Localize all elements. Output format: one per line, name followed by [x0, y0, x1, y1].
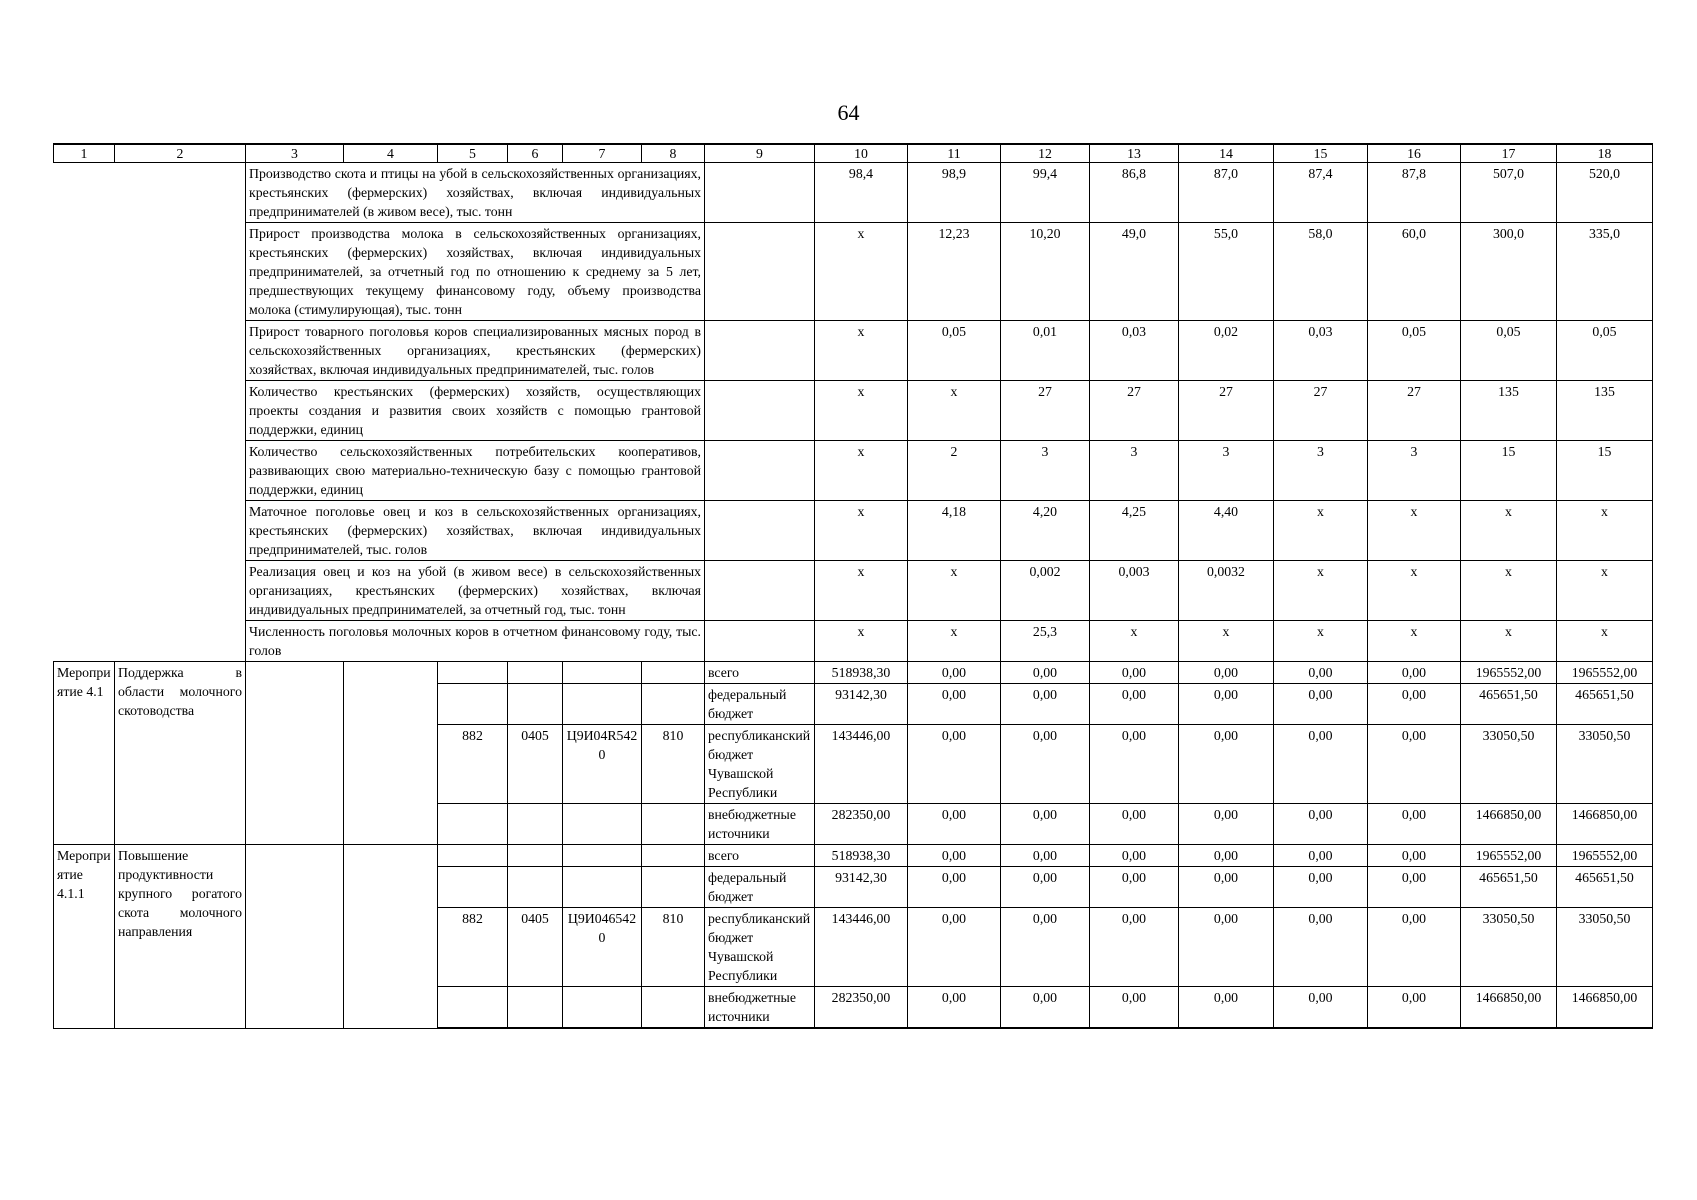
indicator-value: 27 — [1368, 381, 1461, 441]
program-table — [53, 143, 1653, 1029]
indicator-value: х — [1274, 501, 1368, 561]
indicator-value: х — [1461, 621, 1557, 662]
funding-source: федеральный бюджет — [705, 867, 815, 908]
measure-code: Мероприятие 4.1 — [54, 662, 115, 845]
indicator-value: 58,0 — [1274, 223, 1368, 321]
indicator-value: 0,03 — [1274, 321, 1368, 381]
empty-cell — [438, 662, 508, 684]
indicator-row — [54, 501, 1653, 561]
funding-value: 0,00 — [908, 867, 1001, 908]
funding-value: 33050,50 — [1461, 908, 1557, 987]
funding-value: 1965552,00 — [1557, 845, 1653, 867]
funding-row — [54, 662, 1653, 684]
funding-value: 0,00 — [1368, 908, 1461, 987]
funding-value: 0,00 — [1179, 725, 1274, 804]
indicator-value: 49,0 — [1090, 223, 1179, 321]
indicator-value: 27 — [1274, 381, 1368, 441]
indicator-value: 0,01 — [1001, 321, 1090, 381]
funding-value: 282350,00 — [815, 804, 908, 845]
indicator-value: 86,8 — [1090, 163, 1179, 223]
indicator-value: х — [1557, 561, 1653, 621]
funding-value: 0,00 — [1001, 684, 1090, 725]
funding-value: 0,00 — [1179, 987, 1274, 1029]
csr-code: Ц9И04R5420 — [563, 725, 642, 804]
empty-cell — [642, 845, 705, 867]
indicator-value: х — [1461, 561, 1557, 621]
funding-value: 0,00 — [908, 987, 1001, 1029]
empty-cell — [642, 662, 705, 684]
indicator-value: 0,03 — [1090, 321, 1179, 381]
funding-value: 0,00 — [1274, 845, 1368, 867]
funding-value: 0,00 — [1274, 908, 1368, 987]
empty-cell — [54, 223, 246, 321]
indicator-value: 0,05 — [1461, 321, 1557, 381]
indicator-row — [54, 223, 1653, 321]
funding-row — [54, 845, 1653, 867]
indicator-value: 335,0 — [1557, 223, 1653, 321]
funding-value: 0,00 — [1179, 662, 1274, 684]
indicator-value: 0,0032 — [1179, 561, 1274, 621]
indicator-value: х — [815, 621, 908, 662]
funding-value: 0,00 — [1001, 804, 1090, 845]
empty-cell — [54, 441, 246, 501]
indicator-row — [54, 621, 1653, 662]
funding-source: всего — [705, 662, 815, 684]
funding-value: 0,00 — [1179, 908, 1274, 987]
indicator-name: Маточное поголовье овец и коз в сельскохозяйственных организациях, крестьянских (фермерских) хозяйствах, включая индивидуальных предпринимателей, тыс. голов — [246, 501, 705, 561]
indicator-value: х — [1179, 621, 1274, 662]
funding-value: 0,00 — [908, 908, 1001, 987]
indicator-name: Численность поголовья молочных коров в отчетном финансовому году, тыс. голов — [246, 621, 705, 662]
indicator-value: 3 — [1001, 441, 1090, 501]
indicator-value: 507,0 — [1461, 163, 1557, 223]
indicator-value: 12,23 — [908, 223, 1001, 321]
funding-value: 0,00 — [1368, 867, 1461, 908]
funding-value: 0,00 — [1179, 845, 1274, 867]
empty-cell — [642, 804, 705, 845]
indicator-value: 15 — [1461, 441, 1557, 501]
indicator-value: х — [815, 381, 908, 441]
funding-value: 0,00 — [1090, 684, 1179, 725]
funding-value: 0,00 — [1179, 804, 1274, 845]
indicator-name: Реализация овец и коз на убой (в живом весе) в сельскохозяйственных организациях, крестьянских (фермерских) хозяйствах, включая индивидуальных предпринимателей, за отчетный год, тыс. тонн — [246, 561, 705, 621]
funding-source: всего — [705, 845, 815, 867]
funding-value: 0,00 — [1179, 867, 1274, 908]
indicator-row — [54, 321, 1653, 381]
funding-value: 93142,30 — [815, 867, 908, 908]
col-number: 9 — [705, 144, 815, 163]
funding-value: 93142,30 — [815, 684, 908, 725]
empty-cell — [508, 684, 563, 725]
empty-cell — [563, 845, 642, 867]
measure-name: Повышение продуктивности крупного рогатого скота молочного направления — [115, 845, 246, 1029]
funding-value: 0,00 — [1001, 725, 1090, 804]
empty-cell — [563, 684, 642, 725]
indicator-value: 99,4 — [1001, 163, 1090, 223]
funding-value: 0,00 — [1368, 725, 1461, 804]
funding-value: 0,00 — [908, 662, 1001, 684]
funding-value: 1965552,00 — [1461, 662, 1557, 684]
empty-cell — [705, 441, 815, 501]
funding-value: 0,00 — [1274, 867, 1368, 908]
empty-cell — [563, 804, 642, 845]
funding-value: 33050,50 — [1461, 725, 1557, 804]
rzpr-code: 0405 — [508, 908, 563, 987]
funding-value: 0,00 — [908, 725, 1001, 804]
indicator-value: 300,0 — [1461, 223, 1557, 321]
indicator-value: 0,003 — [1090, 561, 1179, 621]
indicator-value: 135 — [1557, 381, 1653, 441]
funding-value: 0,00 — [1368, 987, 1461, 1029]
indicator-value: х — [1368, 561, 1461, 621]
indicator-value: х — [815, 441, 908, 501]
empty-cell — [54, 163, 246, 223]
indicator-value: 4,20 — [1001, 501, 1090, 561]
col-number: 4 — [344, 144, 438, 163]
empty-cell — [508, 804, 563, 845]
funding-value: 0,00 — [1001, 908, 1090, 987]
funding-value: 0,00 — [1090, 845, 1179, 867]
indicator-value: 4,40 — [1179, 501, 1274, 561]
funding-value: 465651,50 — [1557, 867, 1653, 908]
indicator-value: 3 — [1368, 441, 1461, 501]
indicator-value: 0,02 — [1179, 321, 1274, 381]
empty-cell — [508, 987, 563, 1029]
funding-value: 143446,00 — [815, 908, 908, 987]
indicator-name: Количество крестьянских (фермерских) хозяйств, осуществляющих проекты создания и развития своих хозяйств с помощью грантовой поддержки, единиц — [246, 381, 705, 441]
grbs-code: 882 — [438, 908, 508, 987]
vr-code: 810 — [642, 908, 705, 987]
empty-cell — [54, 381, 246, 441]
empty-cell — [563, 987, 642, 1029]
empty-cell — [642, 987, 705, 1029]
col-number: 3 — [246, 144, 344, 163]
funding-value: 1965552,00 — [1557, 662, 1653, 684]
csr-code: Ц9И0465420 — [563, 908, 642, 987]
funding-value: 0,00 — [1090, 662, 1179, 684]
measure-code: Мероприятие 4.1.1 — [54, 845, 115, 1029]
indicator-value: 27 — [1179, 381, 1274, 441]
empty-cell — [508, 845, 563, 867]
funding-value: 0,00 — [1090, 987, 1179, 1029]
col-number: 14 — [1179, 144, 1274, 163]
indicator-value: 2 — [908, 441, 1001, 501]
empty-cell — [705, 621, 815, 662]
funding-value: 33050,50 — [1557, 908, 1653, 987]
col-number: 7 — [563, 144, 642, 163]
col-number: 1 — [54, 144, 115, 163]
participants-cell — [344, 662, 438, 845]
indicator-value: х — [1090, 621, 1179, 662]
indicator-value: х — [1274, 621, 1368, 662]
funding-value: 0,00 — [1001, 987, 1090, 1029]
funding-value: 0,00 — [908, 804, 1001, 845]
indicator-value: х — [1461, 501, 1557, 561]
col-number: 11 — [908, 144, 1001, 163]
indicator-value: 60,0 — [1368, 223, 1461, 321]
indicator-value: 0,002 — [1001, 561, 1090, 621]
funding-value: 0,00 — [1368, 662, 1461, 684]
indicator-row — [54, 441, 1653, 501]
responsible-cell — [246, 662, 344, 845]
funding-value: 465651,50 — [1461, 684, 1557, 725]
empty-cell — [54, 561, 246, 621]
indicator-value: х — [908, 381, 1001, 441]
empty-cell — [705, 321, 815, 381]
indicator-value: 3 — [1179, 441, 1274, 501]
participants-cell — [344, 845, 438, 1029]
indicator-value: 98,9 — [908, 163, 1001, 223]
funding-value: 0,00 — [1274, 987, 1368, 1029]
indicator-value: 3 — [1090, 441, 1179, 501]
funding-value: 0,00 — [1274, 804, 1368, 845]
empty-cell — [438, 867, 508, 908]
indicator-name: Производство скота и птицы на убой в сельскохозяйственных организациях, крестьянских (фермерских) хозяйствах, включая индивидуальных предпринимателей (в живом весе), тыс. тонн — [246, 163, 705, 223]
funding-value: 0,00 — [1274, 725, 1368, 804]
empty-cell — [563, 867, 642, 908]
indicator-value: х — [815, 321, 908, 381]
indicator-value: 3 — [1274, 441, 1368, 501]
funding-value: 33050,50 — [1557, 725, 1653, 804]
indicator-value: 135 — [1461, 381, 1557, 441]
indicator-value: 520,0 — [1557, 163, 1653, 223]
indicator-value: х — [1368, 501, 1461, 561]
empty-cell — [508, 867, 563, 908]
indicator-value: х — [908, 561, 1001, 621]
funding-value: 0,00 — [1001, 845, 1090, 867]
col-number: 15 — [1274, 144, 1368, 163]
empty-cell — [438, 804, 508, 845]
funding-value: 0,00 — [1090, 908, 1179, 987]
empty-cell — [438, 845, 508, 867]
grbs-code: 882 — [438, 725, 508, 804]
empty-cell — [705, 223, 815, 321]
funding-value: 1466850,00 — [1557, 987, 1653, 1029]
funding-value: 0,00 — [908, 845, 1001, 867]
indicator-name: Количество сельскохозяйственных потребительских кооперативов, развивающих свою материально-техническую базу с помощью грантовой поддержки, единиц — [246, 441, 705, 501]
col-number: 2 — [115, 144, 246, 163]
indicator-value: х — [1368, 621, 1461, 662]
indicator-name: Прирост товарного поголовья коров специализированных мясных пород в сельскохозяйственных организациях, крестьянских (фермерских) хозяйствах, включая индивидуальных предпринимателей, тыс. голов — [246, 321, 705, 381]
indicator-value: х — [1274, 561, 1368, 621]
funding-value: 143446,00 — [815, 725, 908, 804]
funding-value: 0,00 — [1001, 867, 1090, 908]
indicator-value: 0,05 — [1557, 321, 1653, 381]
col-number: 17 — [1461, 144, 1557, 163]
empty-cell — [438, 684, 508, 725]
empty-cell — [563, 662, 642, 684]
empty-cell — [642, 867, 705, 908]
col-number: 12 — [1001, 144, 1090, 163]
indicator-value: 87,0 — [1179, 163, 1274, 223]
indicator-value: 0,05 — [908, 321, 1001, 381]
indicator-value: х — [1557, 501, 1653, 561]
empty-cell — [705, 561, 815, 621]
empty-cell — [54, 501, 246, 561]
responsible-cell — [246, 845, 344, 1029]
indicator-value: 10,20 — [1001, 223, 1090, 321]
column-numbers-row — [54, 144, 1653, 163]
funding-source: внебюджетные источники — [705, 804, 815, 845]
col-number: 18 — [1557, 144, 1653, 163]
funding-source: республиканский бюджет Чувашской Республики — [705, 725, 815, 804]
funding-source: внебюджетные источники — [705, 987, 815, 1029]
indicator-value: 98,4 — [815, 163, 908, 223]
empty-cell — [705, 381, 815, 441]
empty-cell — [54, 621, 246, 662]
indicator-value: х — [815, 501, 908, 561]
funding-value: 1466850,00 — [1461, 987, 1557, 1029]
col-number: 5 — [438, 144, 508, 163]
funding-value: 1965552,00 — [1461, 845, 1557, 867]
indicator-value: 27 — [1090, 381, 1179, 441]
indicator-value: х — [815, 223, 908, 321]
funding-value: 465651,50 — [1557, 684, 1653, 725]
empty-cell — [438, 987, 508, 1029]
indicator-value: х — [1557, 621, 1653, 662]
funding-value: 0,00 — [1368, 684, 1461, 725]
indicator-value: 55,0 — [1179, 223, 1274, 321]
funding-value: 0,00 — [1090, 725, 1179, 804]
empty-cell — [705, 163, 815, 223]
empty-cell — [705, 501, 815, 561]
col-number: 10 — [815, 144, 908, 163]
funding-value: 0,00 — [1001, 662, 1090, 684]
col-number: 13 — [1090, 144, 1179, 163]
indicator-value: 87,4 — [1274, 163, 1368, 223]
funding-source: республиканский бюджет Чувашской Республики — [705, 908, 815, 987]
indicator-value: 87,8 — [1368, 163, 1461, 223]
indicator-value: х — [908, 621, 1001, 662]
funding-value: 0,00 — [1179, 684, 1274, 725]
col-number: 6 — [508, 144, 563, 163]
funding-value: 1466850,00 — [1461, 804, 1557, 845]
funding-value: 0,00 — [1274, 684, 1368, 725]
funding-value: 518938,30 — [815, 845, 908, 867]
funding-value: 465651,50 — [1461, 867, 1557, 908]
indicator-value: 27 — [1001, 381, 1090, 441]
empty-cell — [642, 684, 705, 725]
indicator-value: 4,25 — [1090, 501, 1179, 561]
funding-value: 0,00 — [1090, 804, 1179, 845]
funding-value: 0,00 — [1274, 662, 1368, 684]
funding-value: 0,00 — [1090, 867, 1179, 908]
indicator-row — [54, 163, 1653, 223]
funding-value: 0,00 — [908, 684, 1001, 725]
indicator-value: 0,05 — [1368, 321, 1461, 381]
empty-cell — [54, 321, 246, 381]
page-number: 64 — [837, 100, 860, 125]
indicator-value: х — [815, 561, 908, 621]
measure-name: Поддержка в области молочного скотоводства — [115, 662, 246, 845]
vr-code: 810 — [642, 725, 705, 804]
funding-value: 282350,00 — [815, 987, 908, 1029]
indicator-name: Прирост производства молока в сельскохозяйственных организациях, крестьянских (фермерских) хозяйствах, включая индивидуальных предпринимателей, за отчетный год по отношению к среднему за 5 лет, предшествующих текущему финансовому году, объему производства молока (стимулирующая), тыс. тонн — [246, 223, 705, 321]
col-number: 8 — [642, 144, 705, 163]
funding-value: 0,00 — [1368, 804, 1461, 845]
col-number: 16 — [1368, 144, 1461, 163]
indicator-value: 15 — [1557, 441, 1653, 501]
rzpr-code: 0405 — [508, 725, 563, 804]
indicator-row — [54, 381, 1653, 441]
funding-value: 518938,30 — [815, 662, 908, 684]
indicator-value: 4,18 — [908, 501, 1001, 561]
empty-cell — [508, 662, 563, 684]
indicator-row — [54, 561, 1653, 621]
funding-source: федеральный бюджет — [705, 684, 815, 725]
indicator-value: 25,3 — [1001, 621, 1090, 662]
funding-value: 0,00 — [1368, 845, 1461, 867]
funding-value: 1466850,00 — [1557, 804, 1653, 845]
